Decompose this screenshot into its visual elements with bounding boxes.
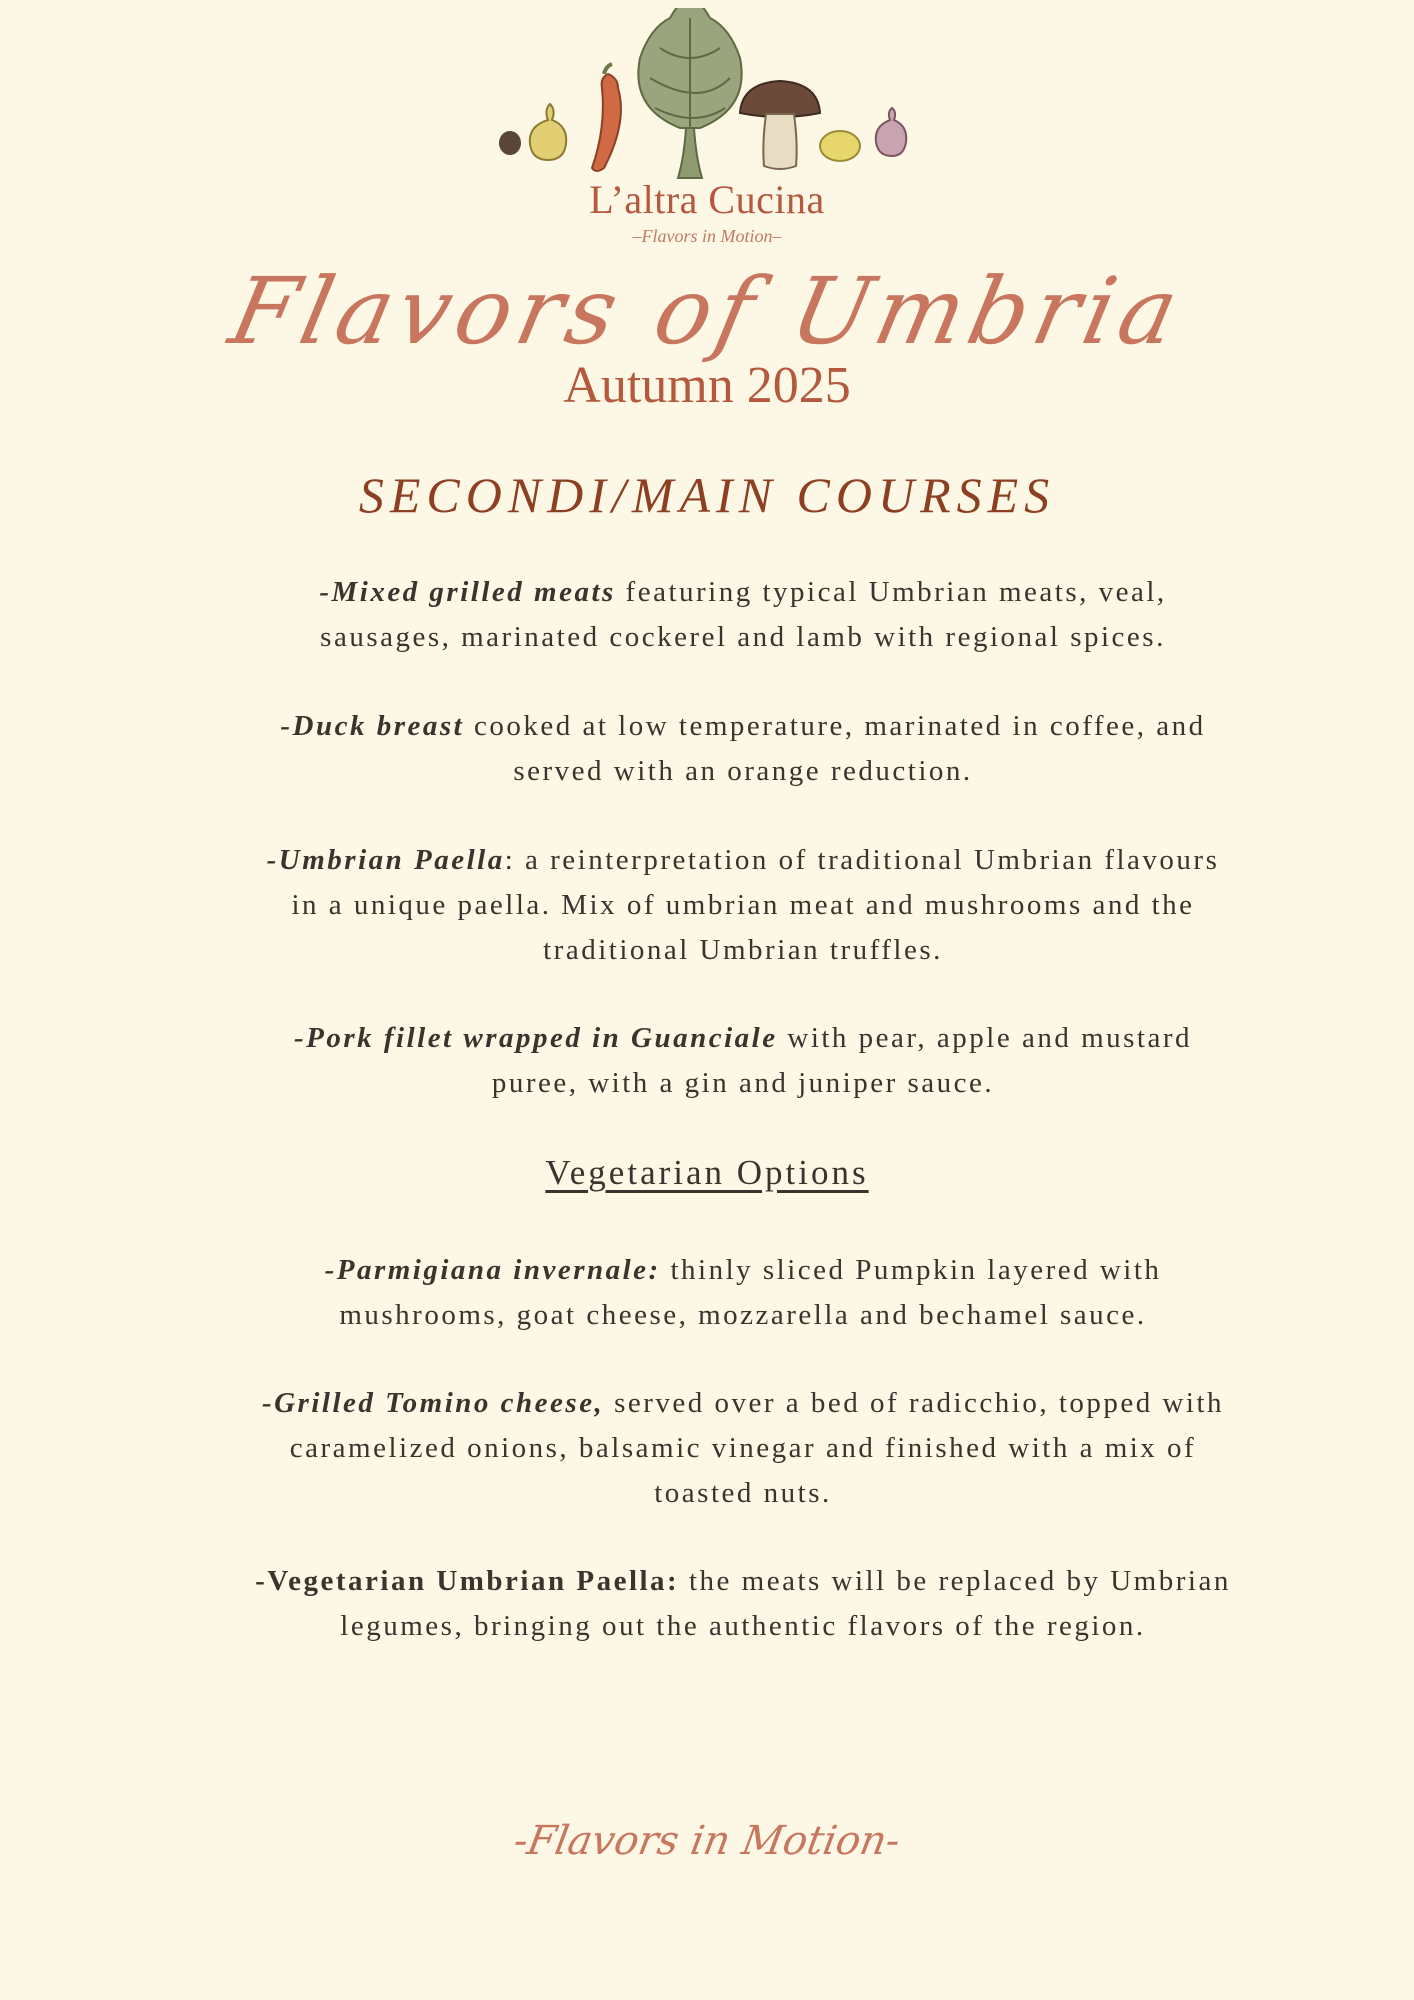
menu-item-umbrian-paella <box>250 838 1236 973</box>
menu-item-pork-fillet <box>250 1016 1236 1106</box>
season-label: Autumn 2025 <box>563 357 851 414</box>
dish-name: -Mixed grilled meats <box>319 576 616 608</box>
menu-item-parmigiana-invernale <box>250 1248 1236 1338</box>
dish-description: with pear, apple and mustard puree, with a gin and juniper sauce. <box>491 1022 1193 1099</box>
dish-description: cooked at low temperature, marinated in coffee, and served with an orange reduction. <box>464 710 1206 787</box>
dish-description: featuring typical Umbrian meats, veal, sausages, marinated cockerel and lamb with regional spices. <box>320 576 1167 653</box>
brand-tagline: –Flavors in Motion– <box>632 226 782 246</box>
vegetarian-options-heading: Vegetarian Options <box>545 1153 869 1192</box>
menu-item-vegetarian-paella <box>250 1559 1236 1649</box>
dish-name: -Grilled Tomino cheese, <box>261 1387 605 1419</box>
menu-item-mixed-grilled-meats <box>250 570 1236 660</box>
dish-name: -Parmigiana invernale: <box>324 1254 661 1286</box>
dish-name: -Duck breast <box>280 710 465 742</box>
dish-description: thinly sliced Pumpkin layered with mushrooms, goat cheese, mozzarella and bechamel sauce. <box>339 1254 1162 1331</box>
menu-item-grilled-tomino <box>250 1381 1236 1516</box>
menu-item-duck-breast <box>250 704 1236 794</box>
section-title: SECONDI/MAIN COURSES <box>358 467 1056 523</box>
dish-name: -Umbrian Paella <box>266 844 505 876</box>
dish-description: the meats will be replaced by Umbrian legumes, bringing out the authentic flavors of the region. <box>340 1565 1231 1642</box>
dish-name: -Vegetarian Umbrian Paella: <box>255 1565 680 1597</box>
menu-title: Flavors of Umbria <box>221 258 1193 365</box>
vegetable-illustration-logo <box>490 8 920 183</box>
dish-name: -Pork fillet wrapped in Guanciale <box>293 1022 778 1054</box>
dish-description: : a reinterpretation of traditional Umbrian flavours in a unique paella. Mix of umbrian meat and mushrooms and the traditional Umbrian truffles. <box>291 844 1220 966</box>
brand-name: L’altra Cucina <box>589 177 825 222</box>
dish-description: served over a bed of radicchio, topped with caramelized onions, balsamic vinegar and finished with a mix of toasted nuts. <box>289 1387 1225 1509</box>
footer-tagline: -Flavors in Motion- <box>510 1818 904 1864</box>
